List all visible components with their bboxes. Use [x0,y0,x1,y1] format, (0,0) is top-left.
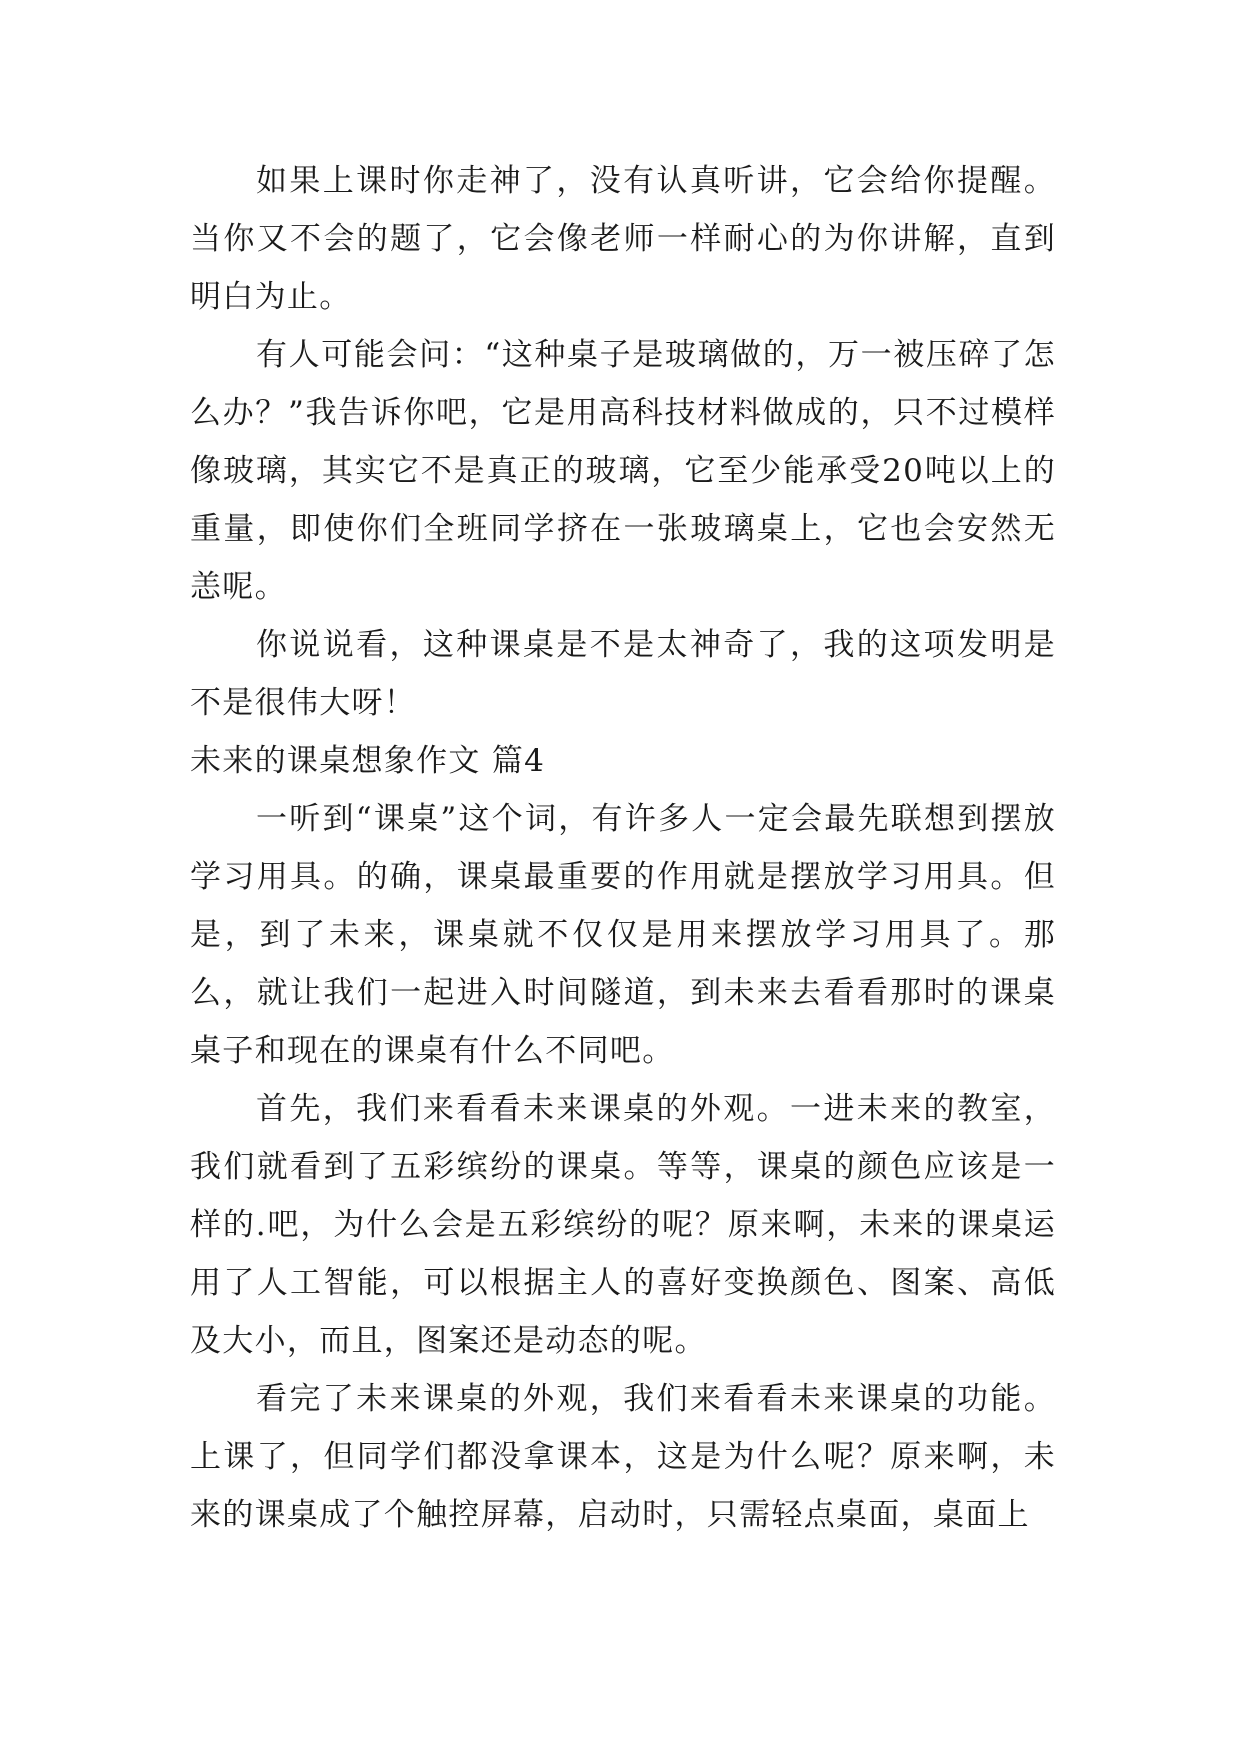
paragraph-appearance: 首先，我们来看看未来课桌的外观。一进未来的教室，我们就看到了五彩缤纷的课桌。等等，课桌的颜色应该是一样的.吧，为什么会是五彩缤纷的呢？原来啊，未来的课桌运用了人工智能，可以根据主人的喜好变换颜色、图案、高低及大小，而且，图案还是动态的呢。 [190,1091,1056,1359]
paragraph-reminder: 如果上课时你走神了，没有认真听讲，它会给你提醒。当你又不会的题了，它会像老师一样耐心的为你讲解，直到明白为止。 [190,163,1056,315]
section-title: 未来的课桌想象作文 篇4 [190,743,546,779]
paragraph-invention: 你说说看，这种课桌是不是太神奇了，我的这项发明是不是很伟大呀！ [190,627,1056,721]
paragraph-function: 看完了未来课桌的外观，我们来看看未来课桌的功能。上课了，但同学们都没拿课本，这是为什么呢？原来啊，未来的课桌成了个触控屏幕，启动时，只需轻点桌面，桌面上 [190,1381,1056,1533]
paragraph-intro: 一听到“课桌”这个词，有许多人一定会最先联想到摆放学习用具。的确，课桌最重要的作用就是摆放学习用具。但是，到了未来，课桌就不仅仅是用来摆放学习用具了。那么，就让我们一起进入时间隧道，到未来去看看那时的课桌桌子和现在的课桌有什么不同吧。 [190,801,1056,1069]
document-body [190,152,1056,1544]
paragraph-glass-material: 有人可能会问：“这种桌子是玻璃做的，万一被压碎了怎么办？”我告诉你吧，它是用高科技材料做成的，只不过模样像玻璃，其实它不是真正的玻璃，它至少能承受20吨以上的重量，即使你们全班同学挤在一张玻璃桌上，它也会安然无恙呢。 [190,337,1056,605]
